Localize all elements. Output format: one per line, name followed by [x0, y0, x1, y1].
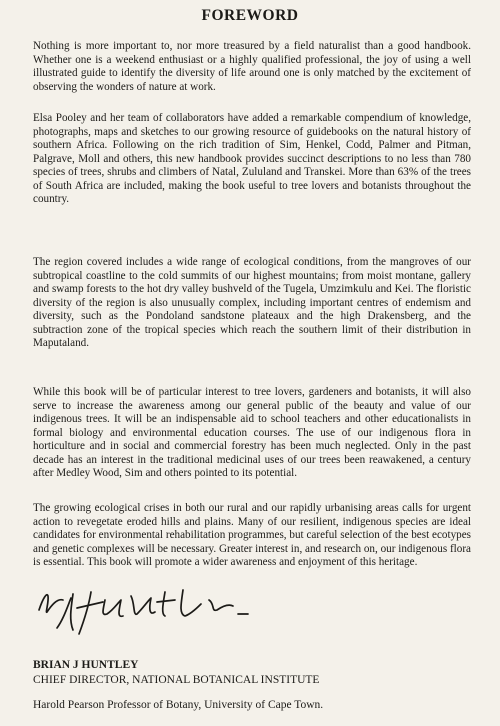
paragraph-4: While this book will be of particular interest to tree lovers, gardeners and botanists, it will also serve to increase the awareness among our general public of the beauty and value of our indigenous trees. It will be an indispensable aid to school teachers and other educationalists in formal biology and environmental education courses. The use of our indigenous flora in horticulture and in social and commercial forestry has been much neglected. Only in the past decade has an interest in the traditional medicinal uses of our trees been reawakened, a century after Medley Wood, Sim and others pointed to its potential. — [33, 386, 471, 479]
page-title: FOREWORD — [201, 7, 299, 24]
paragraph-3: The region covered includes a wide range of ecological conditions, from the mangroves of our subtropical coastline to the cold summits of our highest mountains; from moist montane, gallery and swamp forests to the hot dry valley bushveld of the Tugela, Umzimkulu and Kei. The floristic diversity of the region is also unusually complex, including important centres of endemism and diversity, such as the Pondoland sandstone plateaux and the high Drakensberg, and the subtraction zone of the tropical species which reach the southern limit of their distribution in Maputaland. — [33, 256, 471, 349]
handwritten-signature — [33, 578, 393, 638]
signer-role: CHIEF DIRECTOR, NATIONAL BOTANICAL INSTITUTE — [33, 674, 320, 686]
signer-name: BRIAN J HUNTLEY — [33, 659, 139, 671]
signer-affiliation: Harold Pearson Professor of Botany, University of Cape Town. — [33, 699, 324, 711]
paragraph-5: The growing ecological crises in both our rural and our rapidly urbanising areas calls for urgent action to revegetate eroded hills and plains. Many of our resilient, indigenous species are ideal candidates for environmental rehabilitation programmes, but careful selection of the best ecotypes and genetic complexes will be necessary. Greater interest in, and research on, our indigenous flora is essential. This book will promote a wider awareness and enjoyment of this heritage. — [33, 502, 471, 568]
paragraph-1: Nothing is more important to, nor more treasured by a field naturalist than a good handbook. Whether one is a weekend enthusiast or a highly qualified professional, the joy of using a well illustrated guide to identify the diversity of life around one is only matched by the excitement of observing the wonders of nature at work. — [33, 40, 471, 93]
paragraph-2: Elsa Pooley and her team of collaborators have added a remarkable compendium of knowledge, photographs, maps and sketches to our growing resource of guidebooks on the natural history of southern Africa. Following on the rich tradition of Sim, Henkel, Codd, Palmer and Pitman, Palgrave, Moll and others, this new handbook provides succinct descriptions to no less than 780 species of trees, shrubs and climbers of Natal, Zululand and Transkei. More than 63% of the trees of South Africa are included, making the book useful to tree lovers and botanists throughout the country. — [33, 112, 471, 205]
